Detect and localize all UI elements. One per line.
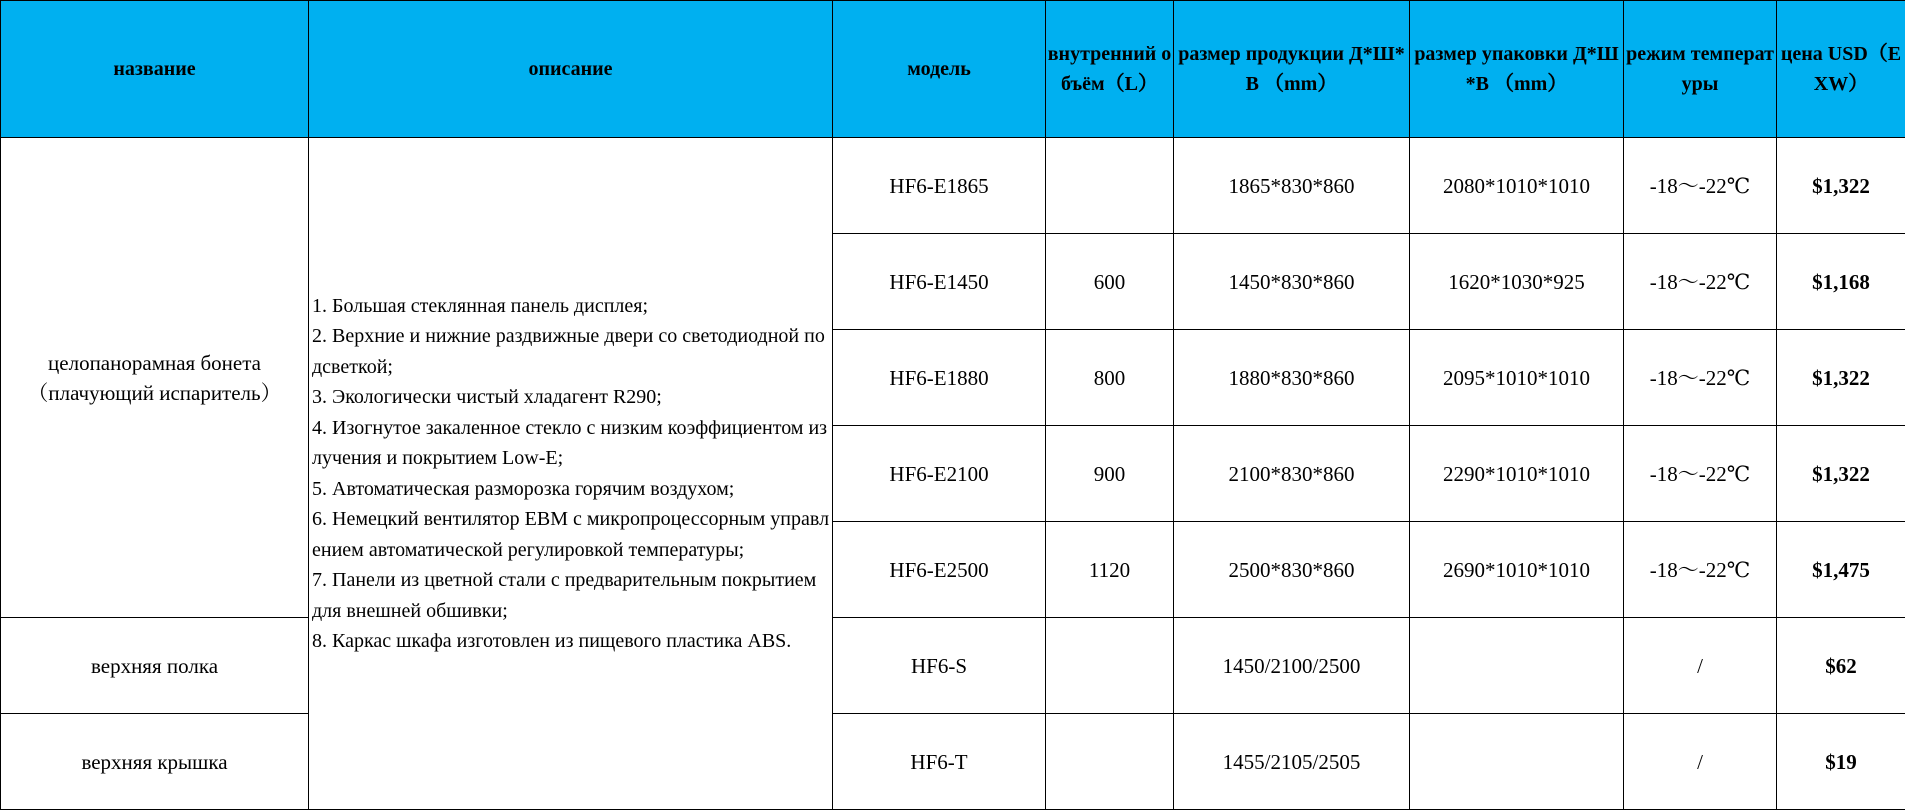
- temperature-cell: /: [1624, 714, 1777, 810]
- table-row: [1, 618, 1905, 714]
- product-size-cell: 1880*830*860: [1174, 330, 1410, 426]
- product-size-cell: 1455/2105/2505: [1174, 714, 1410, 810]
- product-size-cell: 2500*830*860: [1174, 522, 1410, 618]
- volume-cell: 600: [1046, 234, 1174, 330]
- volume-cell: [1046, 618, 1174, 714]
- package-size-cell: [1410, 618, 1624, 714]
- model-cell: HF6-E1865: [833, 138, 1046, 234]
- price-cell: $62: [1777, 618, 1905, 714]
- price-cell: $19: [1777, 714, 1905, 810]
- header-name: название: [1, 1, 309, 138]
- header-description: описание: [309, 1, 833, 138]
- volume-cell: [1046, 714, 1174, 810]
- model-cell: HF6-E1450: [833, 234, 1046, 330]
- header-package-size: размер упаковки Д*Ш*В （mm）: [1410, 1, 1624, 138]
- description-line: 8. Каркас шкафа изготовлен из пищевого пластика ABS.: [312, 630, 792, 652]
- temperature-cell: -18～-22℃: [1624, 138, 1777, 234]
- product-size-cell: 2100*830*860: [1174, 426, 1410, 522]
- price-cell: $1,322: [1777, 138, 1905, 234]
- package-size-cell: [1410, 714, 1624, 810]
- table-row: [1, 714, 1905, 810]
- header-row: [1, 1, 1905, 138]
- product-size-cell: 1450/2100/2500: [1174, 618, 1410, 714]
- price-cell: $1,168: [1777, 234, 1905, 330]
- package-size-cell: 2080*1010*1010: [1410, 138, 1624, 234]
- group-name-panoramic: целопанорамная бонета（плачующий испаритель）: [1, 138, 309, 618]
- temperature-cell: -18～-22℃: [1624, 330, 1777, 426]
- group-name-shelf: верхняя полка: [1, 618, 309, 714]
- description-line: 2. Верхние и нижние раздвижные двери со светодиодной подсветкой;: [312, 325, 825, 378]
- temperature-cell: -18～-22℃: [1624, 234, 1777, 330]
- description-line: 7. Панели из цветной стали с предварительным покрытием для внешней обшивки;: [312, 569, 817, 622]
- volume-cell: [1046, 138, 1174, 234]
- model-cell: HF6-T: [833, 714, 1046, 810]
- description-cell: [309, 138, 833, 810]
- group-name-cover: верхняя крышка: [1, 714, 309, 810]
- package-size-cell: 2290*1010*1010: [1410, 426, 1624, 522]
- header-temperature: режим температуры: [1624, 1, 1777, 138]
- description-line: 6. Немецкий вентилятор EBM с микропроцессорным управлением автоматической регулировкой температуры;: [312, 508, 830, 561]
- table-row: [1, 138, 1905, 234]
- temperature-cell: -18～-22℃: [1624, 522, 1777, 618]
- model-cell: HF6-E2100: [833, 426, 1046, 522]
- header-model: модель: [833, 1, 1046, 138]
- volume-cell: 1120: [1046, 522, 1174, 618]
- description-line: 3. Экологически чистый хладагент R290;: [312, 386, 662, 408]
- price-cell: $1,475: [1777, 522, 1905, 618]
- temperature-cell: /: [1624, 618, 1777, 714]
- volume-cell: 800: [1046, 330, 1174, 426]
- model-cell: HF6-E2500: [833, 522, 1046, 618]
- temperature-cell: -18～-22℃: [1624, 426, 1777, 522]
- price-cell: $1,322: [1777, 426, 1905, 522]
- header-product-size: размер продукции Д*Ш*В （mm）: [1174, 1, 1410, 138]
- description-line: 5. Автоматическая разморозка горячим воздухом;: [312, 477, 735, 500]
- product-size-cell: 1865*830*860: [1174, 138, 1410, 234]
- description-line: 4. Изогнутое закаленное стекло с низким коэффициентом излучения и покрытием Low-E;: [312, 416, 828, 469]
- package-size-cell: 2690*1010*1010: [1410, 522, 1624, 618]
- package-size-cell: 1620*1030*925: [1410, 234, 1624, 330]
- model-cell: HF6-E1880: [833, 330, 1046, 426]
- package-size-cell: 2095*1010*1010: [1410, 330, 1624, 426]
- header-volume: внутренний объём（L）: [1046, 1, 1174, 138]
- price-cell: $1,322: [1777, 330, 1905, 426]
- description-line: 1. Большая стеклянная панель дисплея;: [312, 294, 649, 317]
- volume-cell: 900: [1046, 426, 1174, 522]
- header-price: цена USD（EXW）: [1777, 1, 1905, 138]
- model-cell: HF6-S: [833, 618, 1046, 714]
- product-size-cell: 1450*830*860: [1174, 234, 1410, 330]
